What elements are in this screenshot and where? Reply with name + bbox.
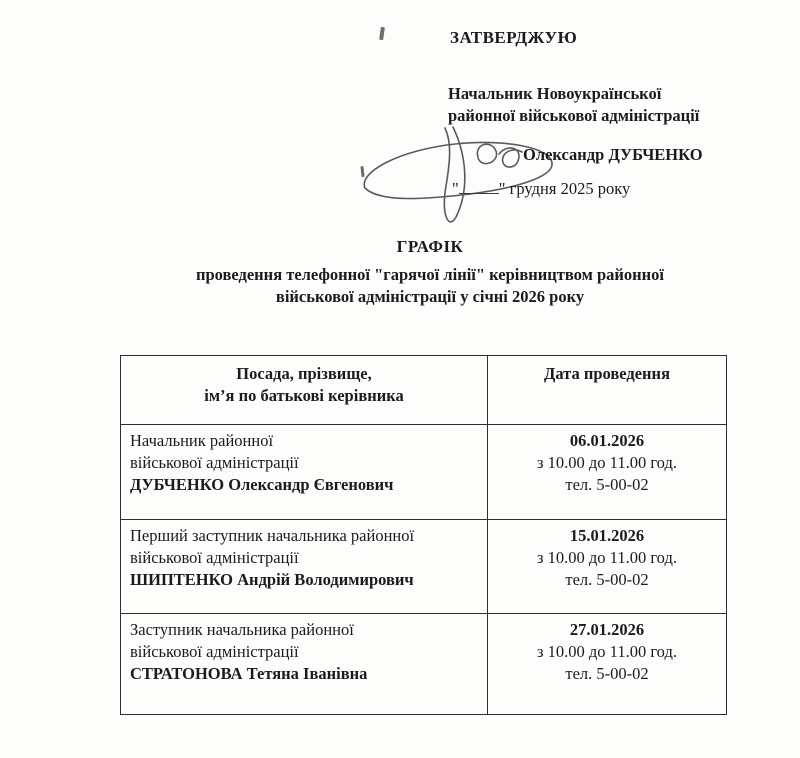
session-time: з 10.00 до 11.00 год. <box>537 548 677 567</box>
approval-stamp: ЗАТВЕРДЖУЮ <box>450 28 578 47</box>
date-close-quote: " <box>498 179 506 198</box>
person-cell <box>121 520 488 614</box>
date-cell <box>488 425 727 520</box>
table-row <box>121 614 727 715</box>
position-line1: Перший заступник начальника районної <box>130 526 415 545</box>
position-line1: Заступник начальника районної <box>130 620 354 639</box>
date-cell <box>488 614 727 715</box>
session-phone: тел. 5-00-02 <box>565 475 649 494</box>
schedule-table <box>120 355 727 715</box>
approver-title-line2: районної військової адміністрації <box>448 106 700 125</box>
position-line1: Начальник районної <box>130 431 274 450</box>
signature-scribble-icon <box>352 126 580 230</box>
session-date: 27.01.2026 <box>569 620 645 639</box>
table-header-row <box>121 356 727 425</box>
session-date: 06.01.2026 <box>569 431 645 450</box>
position-line2: військової адміністрації <box>130 642 299 661</box>
scan-artifact <box>379 27 385 40</box>
header-person-column <box>121 356 488 425</box>
person-name: СТРАТОНОВА Тетяна Іванівна <box>130 664 368 683</box>
date-open-quote: " <box>452 179 459 198</box>
session-time: з 10.00 до 11.00 год. <box>537 642 677 661</box>
session-date: 15.01.2026 <box>569 526 645 545</box>
title-line1: ГРАФІК <box>396 237 464 256</box>
date-blank-underline <box>459 179 499 194</box>
table-row <box>121 425 727 520</box>
date-cell <box>488 520 727 614</box>
table-row <box>121 520 727 614</box>
position-line2: військової адміністрації <box>130 548 299 567</box>
approval-date-line <box>452 179 630 199</box>
header-person-line2: ім’я по батькові керівника <box>204 386 404 405</box>
position-line2: військової адміністрації <box>130 453 299 472</box>
session-time: з 10.00 до 11.00 год. <box>537 453 677 472</box>
approver-title <box>448 83 699 127</box>
title-line3: військової адміністрації у січні 2026 року <box>275 287 585 306</box>
person-cell <box>121 614 488 715</box>
title-line2: проведення телефонної "гарячої лінії" керівництвом районної <box>195 265 665 284</box>
session-phone: тел. 5-00-02 <box>565 664 649 683</box>
person-cell <box>121 425 488 520</box>
date-month-year: грудня 2025 року <box>509 179 631 198</box>
session-phone: тел. 5-00-02 <box>565 570 649 589</box>
header-date-column: Дата проведення <box>488 356 727 425</box>
approver-name: Олександр ДУБЧЕНКО <box>523 145 703 164</box>
approver-title-line1: Начальник Новоукраїнської <box>448 84 662 103</box>
document-title <box>60 237 800 308</box>
header-person-line1: Посада, прізвище, <box>236 364 372 383</box>
person-name: ШИПТЕНКО Андрій Володимирович <box>130 570 414 589</box>
person-name: ДУБЧЕНКО Олександр Євгенович <box>130 475 394 494</box>
